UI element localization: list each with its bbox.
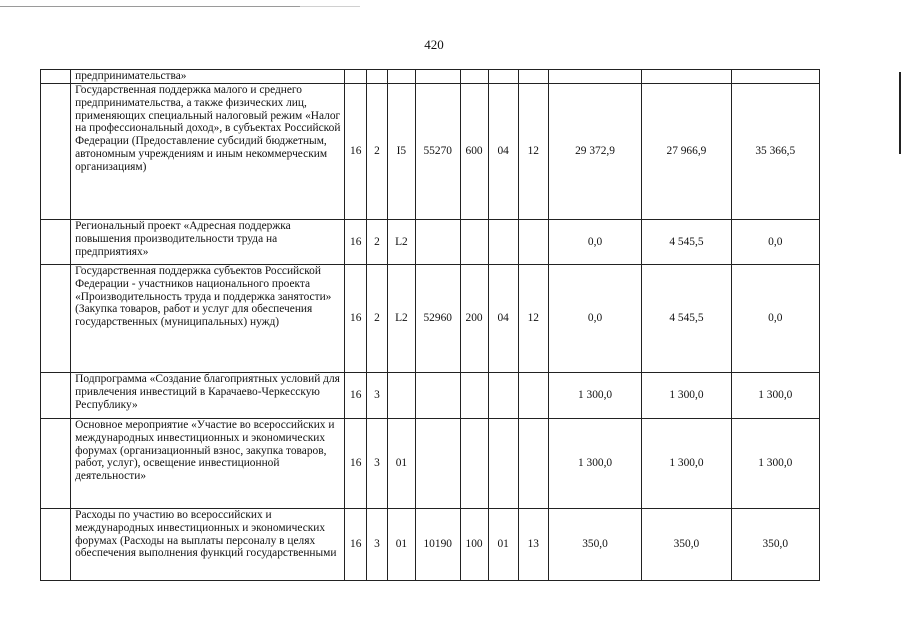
gr-cell: 16 bbox=[345, 373, 367, 419]
amount-year2-cell: 1 300,0 bbox=[642, 419, 731, 509]
amount-year3-cell bbox=[731, 70, 819, 84]
vr-cell: 600 bbox=[460, 84, 488, 220]
description-cell: предпринимательства» bbox=[71, 70, 345, 84]
table-row bbox=[41, 509, 820, 581]
right-margin-mark bbox=[899, 72, 901, 154]
gr-cell: 16 bbox=[345, 220, 367, 265]
gr-cell: 16 bbox=[345, 84, 367, 220]
om-cell: 01 bbox=[387, 509, 415, 581]
direction-cell bbox=[415, 419, 460, 509]
description-cell: Расходы по участию во всероссийских и международных инвестиционных и экономических форумах (Расходы на выплаты персоналу в целях обеспечения выполнения функций государственными bbox=[71, 509, 345, 581]
pgr-cell: 3 bbox=[367, 373, 388, 419]
table-row bbox=[41, 70, 820, 84]
amount-year2-cell: 4 545,5 bbox=[642, 265, 731, 373]
row-number-cell bbox=[41, 419, 71, 509]
rz-cell bbox=[488, 70, 518, 84]
pr-cell: 13 bbox=[518, 509, 548, 581]
amount-year3-cell: 1 300,0 bbox=[731, 373, 819, 419]
table-row bbox=[41, 220, 820, 265]
pgr-cell bbox=[367, 70, 388, 84]
row-number-cell bbox=[41, 373, 71, 419]
top-edge-line bbox=[0, 6, 300, 7]
amount-year1-cell: 0,0 bbox=[548, 265, 641, 373]
rz-cell bbox=[488, 373, 518, 419]
budget-table bbox=[40, 69, 820, 581]
amount-year3-cell: 35 366,5 bbox=[731, 84, 819, 220]
amount-year2-cell: 350,0 bbox=[642, 509, 731, 581]
rz-cell: 04 bbox=[488, 84, 518, 220]
pgr-cell: 2 bbox=[367, 220, 388, 265]
pr-cell bbox=[518, 220, 548, 265]
gr-cell: 16 bbox=[345, 419, 367, 509]
amount-year3-cell: 0,0 bbox=[731, 220, 819, 265]
top-edge-line-faint bbox=[300, 6, 360, 7]
pr-cell bbox=[518, 419, 548, 509]
row-number-cell bbox=[41, 265, 71, 373]
pgr-cell: 3 bbox=[367, 509, 388, 581]
row-number-cell bbox=[41, 220, 71, 265]
amount-year2-cell: 1 300,0 bbox=[642, 373, 731, 419]
amount-year1-cell: 0,0 bbox=[548, 220, 641, 265]
rz-cell: 01 bbox=[488, 509, 518, 581]
pgr-cell: 3 bbox=[367, 419, 388, 509]
vr-cell: 200 bbox=[460, 265, 488, 373]
om-cell: I5 bbox=[387, 84, 415, 220]
vr-cell: 100 bbox=[460, 509, 488, 581]
amount-year3-cell: 350,0 bbox=[731, 509, 819, 581]
direction-cell bbox=[415, 373, 460, 419]
om-cell bbox=[387, 70, 415, 84]
row-number-cell bbox=[41, 509, 71, 581]
table-row bbox=[41, 265, 820, 373]
row-number-cell bbox=[41, 70, 71, 84]
page-number: 420 bbox=[424, 37, 444, 52]
description-cell: Региональный проект «Адресная поддержка повышения производительности труда на предприятиях» bbox=[71, 220, 345, 265]
amount-year2-cell bbox=[642, 70, 731, 84]
direction-cell: 10190 bbox=[415, 509, 460, 581]
table-row bbox=[41, 84, 820, 220]
direction-cell bbox=[415, 220, 460, 265]
description-cell: Основное мероприятие «Участие во всероссийских и международных инвестиционных и экономических форумах (организационный взнос, закупка товаров, работ, услуг), освещение инвестиционной деятельности» bbox=[71, 419, 345, 509]
pr-cell: 12 bbox=[518, 84, 548, 220]
pgr-cell: 2 bbox=[367, 84, 388, 220]
amount-year1-cell: 29 372,9 bbox=[548, 84, 641, 220]
amount-year2-cell: 27 966,9 bbox=[642, 84, 731, 220]
rz-cell bbox=[488, 419, 518, 509]
pr-cell bbox=[518, 70, 548, 84]
amount-year1-cell: 1 300,0 bbox=[548, 373, 641, 419]
amount-year3-cell: 0,0 bbox=[731, 265, 819, 373]
amount-year1-cell: 350,0 bbox=[548, 509, 641, 581]
om-cell: L2 bbox=[387, 265, 415, 373]
vr-cell bbox=[460, 70, 488, 84]
gr-cell bbox=[345, 70, 367, 84]
table-row bbox=[41, 373, 820, 419]
pr-cell bbox=[518, 373, 548, 419]
rz-cell bbox=[488, 220, 518, 265]
vr-cell bbox=[460, 220, 488, 265]
vr-cell bbox=[460, 373, 488, 419]
pgr-cell: 2 bbox=[367, 265, 388, 373]
om-cell: L2 bbox=[387, 220, 415, 265]
amount-year3-cell: 1 300,0 bbox=[731, 419, 819, 509]
om-cell: 01 bbox=[387, 419, 415, 509]
om-cell bbox=[387, 373, 415, 419]
description-cell: Подпрограмма «Создание благоприятных условий для привлечения инвестиций в Карачаево-Черкесскую Республику» bbox=[71, 373, 345, 419]
amount-year1-cell bbox=[548, 70, 641, 84]
direction-cell: 55270 bbox=[415, 84, 460, 220]
direction-cell bbox=[415, 70, 460, 84]
description-cell: Государственная поддержка малого и среднего предпринимательства, а также физических лиц, применяющих специальный налоговый режим «Налог на профессиональный доход», в субъектах Российской Федерации (Предоставление субсидий бюджетным, автономным учреждениям и иным некоммерческим организациям) bbox=[71, 84, 345, 220]
table-row bbox=[41, 419, 820, 509]
amount-year1-cell: 1 300,0 bbox=[548, 419, 641, 509]
rz-cell: 04 bbox=[488, 265, 518, 373]
amount-year2-cell: 4 545,5 bbox=[642, 220, 731, 265]
pr-cell: 12 bbox=[518, 265, 548, 373]
vr-cell bbox=[460, 419, 488, 509]
description-cell: Государственная поддержка субъектов Российской Федерации - участников национального проекта «Производительность труда и поддержка занятости» (Закупка товаров, работ и услуг для обеспечения государственных (муниципальных) нужд) bbox=[71, 265, 345, 373]
gr-cell: 16 bbox=[345, 509, 367, 581]
gr-cell: 16 bbox=[345, 265, 367, 373]
direction-cell: 52960 bbox=[415, 265, 460, 373]
row-number-cell bbox=[41, 84, 71, 220]
